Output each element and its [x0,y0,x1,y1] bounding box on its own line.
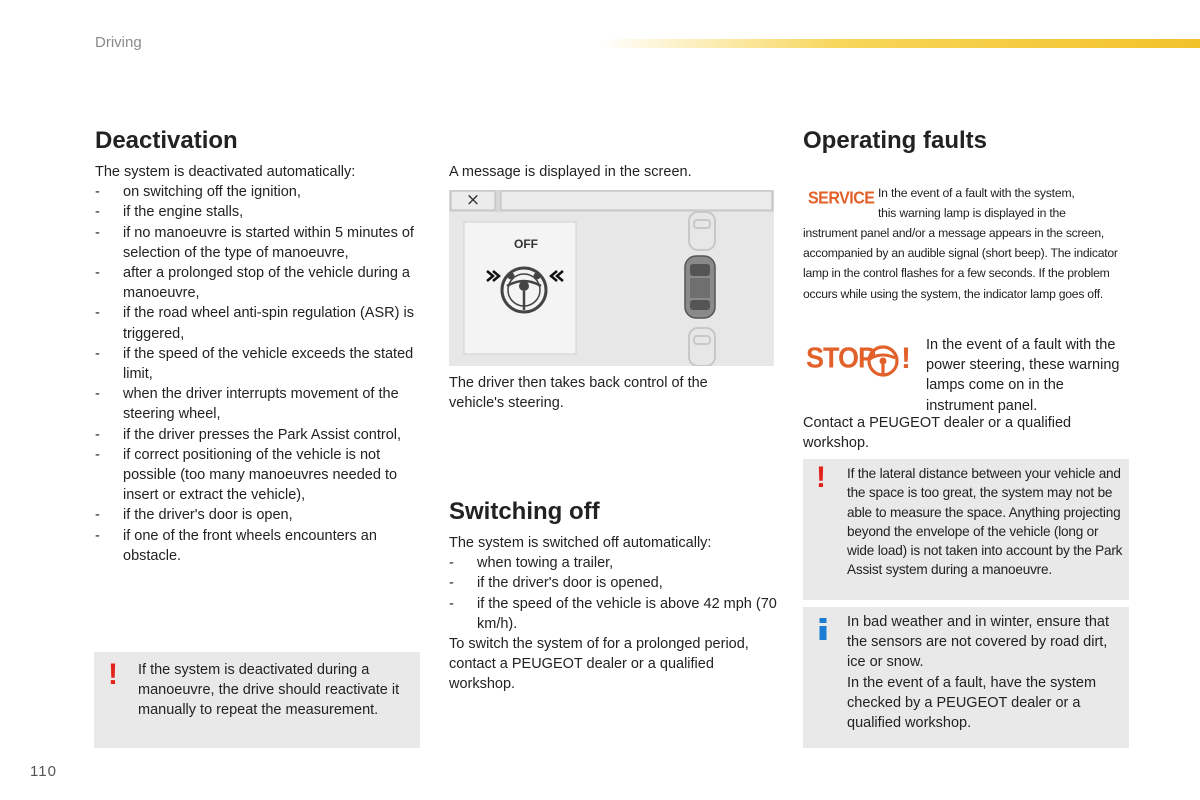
service-text-top [878,183,1128,223]
list-item: - if the speed of the vehicle is above 42 mph (70 km/h). [449,594,779,634]
list-item: - if the driver presses the Park Assist control, [95,425,425,445]
service-warning-icon: SERVICE [808,189,875,208]
info-icon [819,618,827,640]
power-steering-warning-icon [866,344,916,378]
service-text-line-2: this warning lamp is displayed in the [878,206,1066,220]
parked-car-rear-icon [689,328,715,366]
info-note-box [803,607,1129,748]
deactivation-body [95,162,425,566]
deactivation-title: Deactivation [95,127,238,154]
info-note-paragraph-2: In the event of a fault, have the system checked by a PEUGEOT dealer or a qualified workshop. [847,674,1097,732]
list-item: - when the driver interrupts movement of the steering wheel, [95,384,425,424]
car-icon [685,256,715,318]
info-note-text [847,612,1127,733]
screen-caption: The driver then takes back control of the vehicle's steering. [449,375,708,412]
header-accent-bar [600,39,1200,48]
info-note-paragraph-1: In bad weather and in winter, ensure that the sensors are not covered by road dirt, ice or snow. [847,614,1109,671]
list-item: - on switching off the ignition, [95,182,425,202]
contact-text: Contact a PEUGEOT dealer or a qualified workshop. [803,415,1072,452]
page-number: 110 [30,763,57,780]
deactivation-note-box [94,652,420,748]
service-text-rest: instrument panel and/or a message appears in the screen, accompanied by an audible signal (short beep). The indicator lamp in the control flashes for a few seconds. If the problem occurs while using the system, the indicator lamp goes off. [803,226,1118,301]
list-item: - if one of the front wheels encounters an obstacle. [95,526,425,566]
switching-off-body [449,533,779,695]
warning-icon: ! [108,658,118,691]
list-item: - if the road wheel anti-spin regulation (ASR) is triggered, [95,303,425,343]
list-item: - if the engine stalls, [95,202,425,222]
close-icon: × [465,190,481,210]
list-item: - if the driver's door is opened, [449,573,779,593]
warning-icon: ! [816,461,826,494]
deactivation-intro: The system is deactivated automatically: [95,164,356,180]
list-item: - after a prolonged stop of the vehicle during a manoeuvre, [95,263,425,303]
switching-off-list [449,553,779,634]
deactivation-list [95,182,425,566]
list-item: - if correct positioning of the vehicle is not possible (too many manoeuvres needed to insert or extract the vehicle), [95,445,425,506]
park-assist-screen-graphic [449,190,774,366]
steering-fault-text: In the event of a fault with the power steering, these warning lamps come on in the instrument panel. [926,337,1120,414]
steering-wheel-icon [502,268,546,312]
lateral-distance-note-box [803,459,1129,600]
faults-title: Operating faults [803,127,988,154]
section-label: Driving [95,34,142,51]
screen-illustration [449,190,774,366]
parked-car-front-icon [689,212,715,250]
list-item: - if no manoeuvre is started within 5 minutes of selection of the type of manoeuvre, [95,223,425,263]
switching-off-title: Switching off [449,498,600,525]
exclamation-icon: ! [901,342,911,375]
list-item: - when towing a trailer, [449,553,779,573]
off-label: OFF [514,237,538,251]
switching-off-intro: The system is switched off automatically: [449,535,712,551]
switching-off-outro: To switch the system of for a prolonged period, contact a PEUGEOT dealer or a qualified workshop. [449,636,749,693]
deactivation-note-text: If the system is deactivated during a manoeuvre, the drive should reactivate it manually to repeat the measurement. [138,662,400,719]
message-text: A message is displayed in the screen. [449,164,692,180]
stop-warning-icon: STOP [806,342,876,374]
service-text-line-1: In the event of a fault with the system, [878,186,1075,200]
list-item: - if the driver's door is open, [95,505,425,525]
lateral-distance-note-text: If the lateral distance between your vehicle and the space is too great, the system may not be able to measure the space. Anything projecting beyond the envelope of the vehicle (long or wide load) is not taken into account by the Park Assist system during a manoeuvre. [847,466,1123,578]
list-item: - if the speed of the vehicle exceeds the stated limit, [95,344,425,384]
